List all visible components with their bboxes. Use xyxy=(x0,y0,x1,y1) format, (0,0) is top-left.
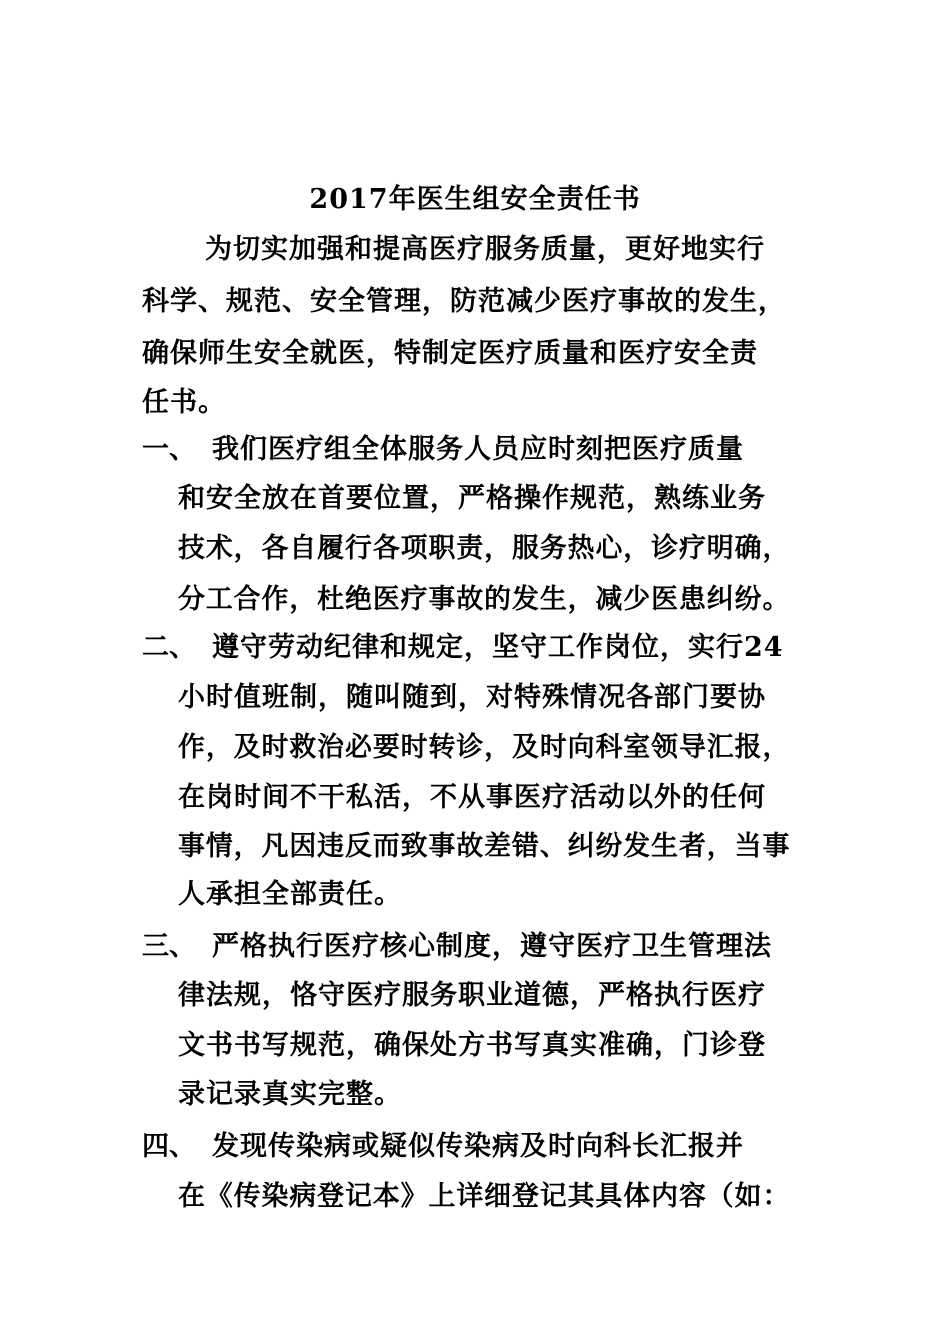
item-line: 我们医疗组全体服务人员应时刻把医疗质量 xyxy=(212,434,744,465)
intro-line: 任书。 xyxy=(142,387,226,418)
item-line: 分工合作，杜绝医疗事故的发生，减少医患纠纷。 xyxy=(178,584,791,615)
item-line: 在岗时间不干私活，不从事医疗活动以外的任何 xyxy=(178,782,766,813)
intro-line: 确保师生安全就医，特制定医疗质量和医疗安全责 xyxy=(142,338,758,369)
item-line: 在《传染病登记本》上详细登记其具体内容（如： xyxy=(178,1181,791,1212)
item-line: 作，及时救治必要时转诊，及时向科室领导汇报， xyxy=(178,732,791,763)
item-line: 遵守劳动纪律和规定，坚守工作岗位，实行24 xyxy=(212,632,784,663)
item-line: 严格执行医疗核心制度，遵守医疗卫生管理法 xyxy=(212,931,772,962)
item-line: 录记录真实完整。 xyxy=(178,1079,402,1110)
item-marker: 一、 xyxy=(142,434,196,465)
item-line: 和安全放在首要位置，严格操作规范，熟练业务 xyxy=(178,483,766,514)
item-line: 律法规，恪守医疗服务职业道德，严格执行医疗 xyxy=(178,980,766,1011)
intro-line: 为切实加强和提高医疗服务质量，更好地实行 xyxy=(205,234,765,265)
item-line: 事情，凡因违反而致事故差错、纠纷发生者，当事 xyxy=(178,831,791,862)
item-line: 技术，各自履行各项职责，服务热心，诊疗明确， xyxy=(178,533,791,564)
intro-line: 科学、规范、安全管理，防范减少医疗事故的发生， xyxy=(142,286,786,317)
item-line: 小时值班制，随叫随到，对特殊情况各部门要协 xyxy=(178,682,766,713)
item-marker: 三、 xyxy=(142,931,196,962)
item-line: 人承担全部责任。 xyxy=(178,879,402,910)
item-line: 发现传染病或疑似传染病及时向科长汇报并 xyxy=(212,1131,744,1162)
document-title: 2017年医生组安全责任书 xyxy=(309,184,641,215)
item-line: 文书书写规范，确保处方书写真实准确，门诊登 xyxy=(178,1030,766,1061)
item-marker: 二、 xyxy=(142,632,196,663)
item-marker: 四、 xyxy=(142,1131,196,1162)
